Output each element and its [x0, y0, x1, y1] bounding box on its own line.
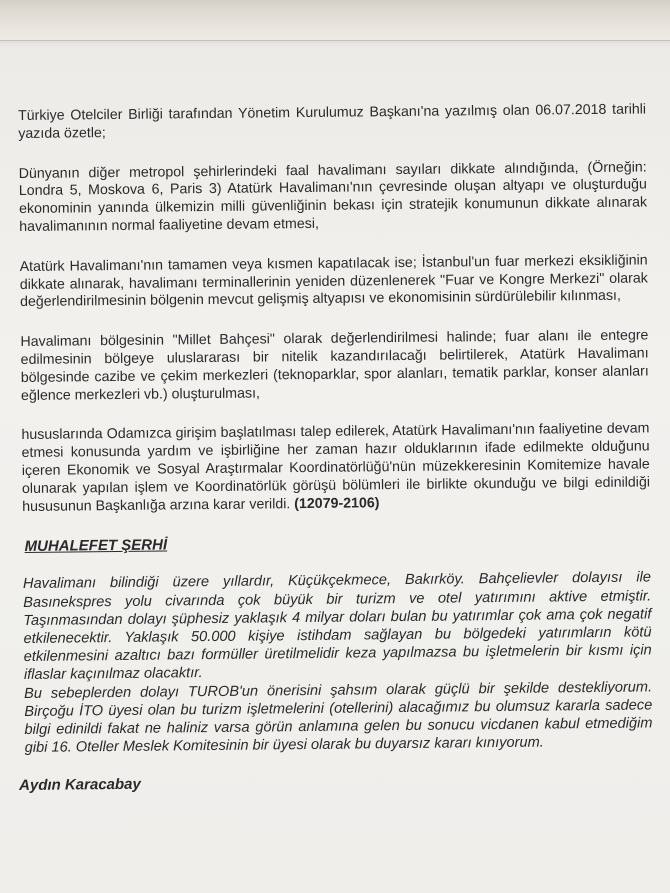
decision-text: hususlarında Odamızca girişim başlatılması talep edilerek, Atatürk Havalimanı'nın faaliyetine devam etmesi konusunda yardım ve işbirliğine her zaman hazır olduklarının ifade edilmekte olduğunu içeren Ekonomik ve Sosyal Araştırmalar Koordinatörlüğü'nün müzekkeresinin Komitemize havale olunarak yapılan işlem ve Koordinatörlük görüşü bölümleri ile birlikte okunduğu ve bilgi edinildiği hususunun Başkanlığa arzına karar verildi. [21, 420, 651, 515]
dissent-heading: MUHALEFET ŞERHİ [24, 536, 168, 556]
intro-paragraph: Türkiye Otelciler Birliği tarafından Yönetim Kurulumuz Başkanı'na yazılmış olan 06.07.2018 tarihli yazıda özetle; [18, 101, 647, 142]
dissent-paragraph: Havalimanı bilindiği üzere yıllardır, Küçükçekmece, Bakırköy. Bahçelievler dolayısı ile Basınekspres yolu civarında çok büyük bir turizm ve otel yatırımını aktive etmiştir. Taşınmasından dolayı şüphesiz yaklaşık 4 milyar doları bulan bu yatırımlar çok ama çok negatif etkilenecektir. Yaklaşık 50.000 kişiye istihdam sağlayan bu bölgedeki yatırımların kötü etkilenmesini azaltıcı bazı formüller üretilmelidir keza yapılmazsa bu işletmelerin bir kısmı için iflaslar kaçınılmaz olacaktır. [22, 569, 652, 684]
page-fold [0, 0, 670, 41]
signature-name: Aydın Karacabay [19, 776, 141, 795]
millet-bahcesi-paragraph: Havalimanı bölgesinin "Millet Bahçesi" olarak değerlendirilmesi halinde; fuar alanı ile entegre edilmesinin bölgeye uluslararası bir nitelik kazandırılacağı belirtilerek, Atatürk Havalimanı bölgesinde cazibe ve çekim merkezleri (teknoparklar, spor alanları, tematik parklar, konser alanları eğlence merkezleri vb.) oluşturulması, [20, 327, 649, 404]
dissent-paragraph: Bu sebeplerden dolayı TUROB'un önerisini şahsım olarak güçlü bir şekilde destekliyorum. Birçoğu İTO üyesi olan bu turizm işletmelerini (otellerini) alacağımız bu olumsuz kararla sadece bilgi edinildi fakat ne haliniz varsa görün anlamına gelen bu sonucu vicdanen kabul etmediğim gibi 16. Oteller Meslek Komitesinin bir üyesi olarak bu duyarsız kararı kınıyorum. [24, 678, 653, 757]
decision-paragraph [21, 421, 650, 517]
decision-number: (12079-2106) [294, 494, 380, 512]
page-fold-shadow [0, 40, 670, 48]
dissent-section [23, 569, 653, 758]
fair-center-paragraph: Atatürk Havalimanı'nın tamamen veya kısmen kapatılacak ise; İstanbul'un fuar merkezi eksikliğinin dikkate alınarak, havalimanı terminallerinin yeniden düzenlenerek "Fuar ve Kongre Merkezi" olarak değerlendirilmesinin bölgenin mevcut gelişmiş altyapısı ve ekonomisinin sürdürülebilir kılınması, [19, 252, 648, 311]
document-body [18, 101, 653, 794]
airport-count-paragraph: Dünyanın diğer metropol şehirlerindeki faal havalimanı sayıları dikkate alındığında, (Örneğin: Londra 5, Moskova 6, Paris 3) Atatürk Havalimanı'nın çevresinde oluşan altyapı ve oluşturduğu ekonominin yanında ülkemizin milli güvenliğinin bekası için stratejik konumunun dikkate alınarak havalimanının normal faaliyetine devam etmesi, [18, 159, 648, 235]
